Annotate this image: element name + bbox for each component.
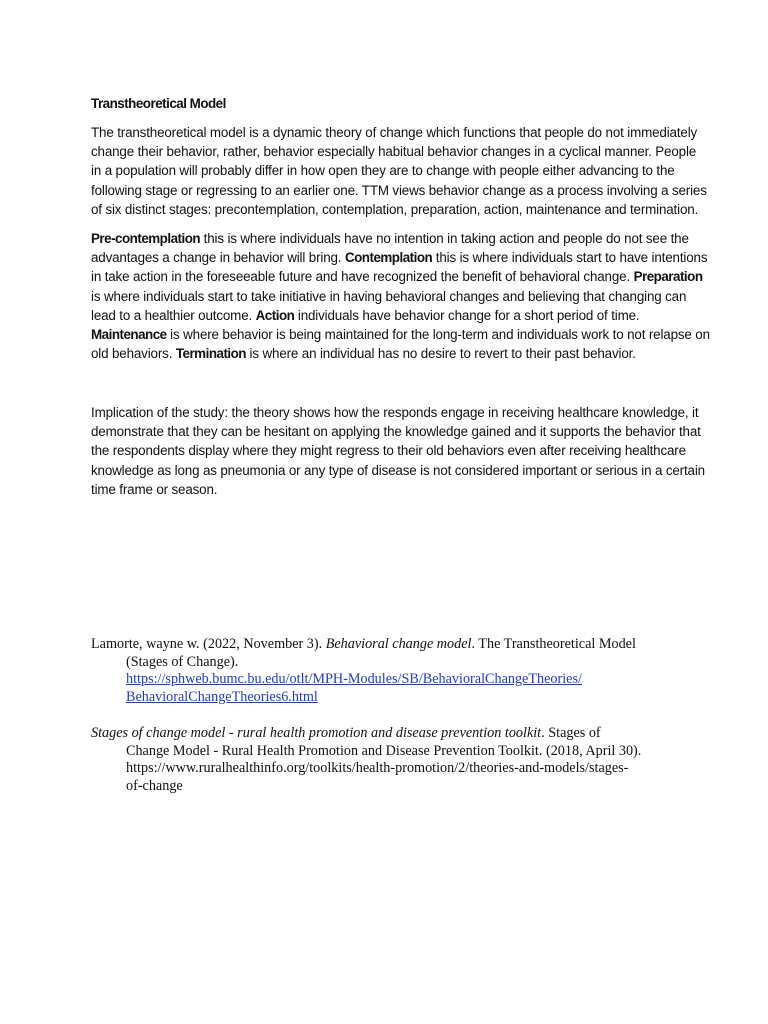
reference-title: Behavioral change model: [325, 636, 472, 652]
reference-line: [91, 636, 691, 654]
text-fragment: is where behavior is being maintained for the long-term and individuals work to not relapse on: [166, 327, 710, 343]
text-fragment: is where an individual has no desire to revert to their past behavior.: [245, 346, 636, 362]
text-line: the respondents display where they might regress to their old behaviors even after receiving healthcare: [91, 443, 686, 459]
text-line: following stage or regressing to an earlier one. TTM views behavior change as a process involving a series: [91, 182, 707, 198]
text-line: in a population will probably differ in how open they are to change with people either advancing to the: [91, 163, 675, 179]
implication-paragraph: [91, 403, 705, 499]
reference-link-text[interactable]: BehavioralChangeTheories6.html: [126, 688, 318, 705]
reference-entry-2: [91, 725, 691, 795]
text-line: [91, 267, 703, 286]
text-line: [91, 248, 708, 267]
reference-url: https://www.ruralhealthinfo.org/toolkits/health-promotion/2/theories-and-models/stages-: [126, 760, 629, 777]
text-fragment: lead to a healthier outcome.: [91, 307, 256, 323]
stage-term-contemplation: Contemplation: [344, 250, 433, 266]
text-line: The transtheoretical model is a dynamic theory of change which functions that people do not immediately: [91, 125, 698, 140]
stage-term-maintenance: Maintenance: [91, 327, 167, 343]
stage-term-termination: Termination: [175, 346, 246, 362]
stage-term-preparation: Preparation: [633, 269, 703, 285]
stage-term-action: Action: [255, 307, 295, 323]
document-title: Transtheoretical Model: [91, 96, 226, 111]
text-line: [91, 344, 691, 363]
text-fragment: advantages a change in behavior will bring.: [91, 250, 345, 266]
reference-url: of-change: [126, 777, 183, 794]
text-fragment: . Stages of: [541, 725, 601, 741]
text-line: Implication of the study: the theory shows how the responds engage in receiving healthcare knowledge, it: [91, 405, 699, 420]
text-fragment: this is where individuals start to have intentions: [432, 250, 708, 266]
reference-link-text[interactable]: https://sphweb.bumc.bu.edu/otlt/MPH-Modules/SB/BehavioralChangeTheories/: [126, 671, 582, 688]
text-line: of six distinct stages: precontemplation, contemplation, preparation, action, maintenance and termination.: [91, 201, 699, 217]
stages-paragraph: [91, 229, 710, 363]
text-line: [91, 229, 691, 248]
reference-line: [91, 725, 691, 743]
text-fragment: this is where individuals have no intention in taking action and people do not see the: [200, 231, 689, 246]
text-fragment: . The Transtheoretical Model: [471, 636, 636, 652]
reference-line: (Stages of Change).: [126, 653, 239, 670]
stage-term-precontemplation: Pre-contemplation: [91, 231, 201, 246]
reference-link[interactable]: [91, 671, 691, 689]
text-line: is where individuals start to take initiative in having behavioral changes and believing that changing can: [91, 288, 687, 304]
text-line: change their behavior, rather, behavior especially habitual behavior changes in a cyclical manner. People: [91, 144, 697, 160]
text-line: demonstrate that they can be hesitant on applying the knowledge gained and it supports the behavior that: [91, 424, 701, 440]
text-fragment: in take action in the foreseeable future and have recognized the benefit of behavioral change.: [91, 269, 634, 285]
text-line: time frame or season.: [91, 481, 218, 497]
intro-paragraph: [91, 123, 707, 219]
reference-link[interactable]: [91, 689, 691, 707]
reference-line: Change Model - Rural Health Promotion and Disease Prevention Toolkit. (2018, April 30).: [126, 742, 642, 759]
reference-title: Stages of change model - rural health promotion and disease prevention toolkit: [91, 725, 542, 741]
text-fragment: individuals have behavior change for a short period of time.: [294, 307, 640, 323]
reference-entry-1: [91, 636, 691, 706]
reference-author: Lamorte, wayne w. (2022, November 3).: [91, 636, 326, 652]
text-line: knowledge as long as pneumonia or any type of disease is not considered important or serious in a certain: [91, 462, 705, 478]
text-line: [91, 306, 691, 325]
text-fragment: old behaviors.: [91, 346, 176, 362]
text-line: [91, 325, 710, 344]
